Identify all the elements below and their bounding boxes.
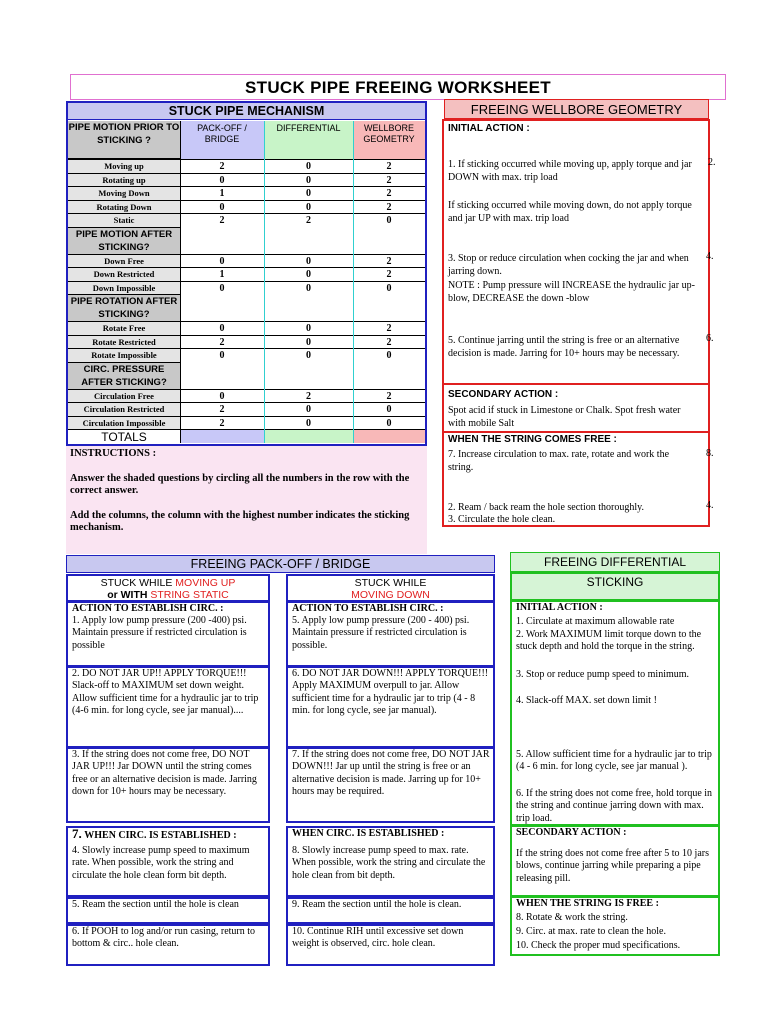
value-differential: 0 (264, 402, 353, 416)
packoff-step-1: 1. Apply low pump pressure (200 -400) psi. Maintain pressure if restricted circulation is possible (72, 615, 247, 651)
packoff-right-step7-box (286, 747, 495, 823)
wellbore-note: NOTE : Pump pressure will INCREASE the hydraulic jar up-blow, DECREASE the down -blow (448, 280, 695, 305)
title-text: STUCK WHILE (100, 577, 176, 589)
wellbore-free-step-3: 3. Circulate the hole clean. (448, 514, 556, 525)
margin-mark: 4. (706, 500, 714, 511)
packoff-step-6-right: 6. DO NOT JAR DOWN!!! APPLY TORQUE!!! Apply MAXIMUM overpull to jar. Allow sufficient time for a hydraulic jar to trip (4 - 8 min. for long cycle, see jar manual). (292, 668, 489, 716)
value-wellbore: 0 (353, 281, 425, 295)
value-wellbore: 2 (353, 267, 425, 281)
total-packoff (180, 429, 264, 443)
packoff-step-7-right: 7. If the string does not come free, DO NOT JAR DOWN!!! Jar up until the string is free or an alternative decision is made. Jarring up for 10+ hours may be required. (292, 749, 490, 797)
value-wellbore: 0 (353, 416, 425, 430)
packoff-step-5: 5. Ream the section until the hole is clean (72, 899, 239, 910)
value-differential: 0 (264, 416, 353, 430)
wellbore-step-5: 5. Continue jarring until the string is free or an alternative decision is made. Jarring for 10+ hours may be necessary. (448, 335, 680, 360)
value-packoff: 0 (180, 348, 264, 362)
value-packoff: 1 (180, 186, 264, 200)
totals-label: TOTALS (68, 429, 180, 443)
wellbore-free-heading: WHEN THE STRING COMES FREE : (448, 434, 617, 445)
value-packoff: 2 (180, 402, 264, 416)
value-wellbore: 2 (353, 389, 425, 403)
value-wellbore: 0 (353, 348, 425, 362)
value-wellbore: 2 (353, 254, 425, 268)
packoff-left-title (66, 574, 270, 602)
differential-initial-heading: INITIAL ACTION : (516, 602, 603, 613)
value-packoff: 2 (180, 335, 264, 349)
establish-heading: ACTION TO ESTABLISH CIRC. : (292, 603, 444, 614)
value-wellbore: 0 (353, 402, 425, 416)
packoff-right-step6-box (286, 666, 495, 748)
column-header-differential: DIFFERENTIAL (264, 121, 353, 159)
row-label: Rotating Down (68, 200, 180, 214)
value-packoff: 0 (180, 200, 264, 214)
wellbore-geometry-box (442, 119, 710, 527)
packoff-right-circ-box (286, 826, 495, 897)
margin-mark: 6. (706, 333, 714, 344)
packoff-left-step5-box (66, 897, 270, 924)
row-label: Static (68, 213, 180, 227)
differential-step-1: 1. Circulate at maximum allowable rate (516, 616, 675, 627)
wellbore-geometry-header: FREEING WELLBORE GEOMETRY (444, 99, 709, 119)
value-differential: 0 (264, 348, 353, 362)
packoff-step-8-right: 8. Slowly increase pump speed to max. rate. When possible, work the string and circulate the hole clean from bit depth. (292, 845, 486, 881)
differential-step-6: 6. If the string does not come free, hold torque in the string and continue jarring down with max. trip load. (516, 788, 713, 824)
value-differential: 0 (264, 335, 353, 349)
page-title: STUCK PIPE FREEING WORKSHEET (70, 74, 726, 100)
value-wellbore: 2 (353, 321, 425, 335)
wellbore-step-3: 3. Stop or reduce circulation when cocking the jar and when jarring down. (448, 253, 689, 278)
wellbore-secondary-text: Spot acid if stuck in Limestone or Chalk. Spot fresh water with mobile Salt (448, 405, 681, 430)
differential-header: FREEING DIFFERENTIAL (510, 552, 720, 572)
row-label: Rotate Restricted (68, 335, 180, 349)
packoff-step-6: 6. If POOH to log and/or run casing, return to bottom & circ.. hole clean. (72, 926, 256, 950)
column-header-packoff: PACK-OFF / BRIDGE (180, 121, 264, 159)
value-differential: 0 (264, 200, 353, 214)
column-divider (353, 121, 354, 443)
value-differential: 0 (264, 254, 353, 268)
value-wellbore: 2 (353, 186, 425, 200)
differential-step-2: 2. Work MAXIMUM limit torque down to the stuck depth and hold the torque in the string. (516, 629, 702, 653)
value-packoff: 2 (180, 159, 264, 173)
stuck-pipe-mechanism-table (66, 101, 427, 446)
wellbore-free-step-7: 7. Increase circulation to max. rate, rotate and work the string. (448, 449, 670, 474)
differential-step-4: 4. Slack-off MAX. set down limit ! (516, 695, 657, 706)
value-differential: 0 (264, 173, 353, 187)
column-header-wellbore: WELLBORE GEOMETRY (353, 121, 425, 159)
value-packoff: 0 (180, 389, 264, 403)
packoff-step-9-right: 9. Ream the section until the hole is clean. (292, 899, 462, 910)
group-label: PIPE MOTION PRIOR TO STICKING ? (68, 121, 180, 159)
row-label: Rotating up (68, 173, 180, 187)
differential-free-heading: WHEN THE STRING IS FREE : (516, 898, 659, 909)
group-label: PIPE MOTION AFTER STICKING? (68, 227, 180, 254)
packoff-left-step6-box (66, 924, 270, 966)
wellbore-secondary-heading: SECONDARY ACTION : (448, 389, 559, 400)
packoff-right-title (286, 574, 495, 602)
row-label: Moving up (68, 159, 180, 173)
value-wellbore: 0 (353, 213, 425, 227)
instructions-paragraph-1: Answer the shaded questions by circling all the numbers in the row with the correct answer. (70, 472, 410, 496)
packoff-header: FREEING PACK-OFF / BRIDGE (66, 555, 495, 573)
wellbore-free-step-2: 2. Ream / back ream the hole section thoroughly. (448, 502, 644, 513)
value-packoff: 0 (180, 173, 264, 187)
value-differential: 0 (264, 186, 353, 200)
packoff-step-5-right: 5. Apply low pump pressure (200 - 400) psi. Maintain pressure if restricted circulation is possible. (292, 615, 470, 651)
differential-secondary-heading: SECONDARY ACTION : (516, 827, 627, 838)
row-label: Circulation Restricted (68, 402, 180, 416)
title-text: or (107, 589, 121, 601)
differential-subheader: STICKING (510, 572, 720, 601)
value-packoff: 2 (180, 416, 264, 430)
differential-secondary-text: If the string does not come free after 5 to 10 jars blows, continue jarring while preparing a pipe releasing pill. (516, 848, 709, 884)
packoff-right-establish (286, 601, 495, 667)
packoff-step-10-right: 10. Continue RIH until excessive set down weight is observed, circ. hole clean. (292, 926, 464, 950)
row-label: Down Free (68, 254, 180, 268)
packoff-step-2: 2. DO NOT JAR UP!! APPLY TORQUE!!! Slack-off to MAXIMUM set down weight. Allow sufficient time for a hydraulic jar to trip (4-6 min. for long cycle, see jar manual).... (72, 668, 259, 716)
differential-step-5: 5. Allow sufficient time for a hydraulic jar to trip (4 - 6 min. for long cycle, see jar manual ). (516, 749, 712, 773)
differential-free-box (510, 896, 720, 956)
differential-free-step-8: 8. Rotate & work the string. (516, 912, 628, 923)
wellbore-divider-1 (444, 383, 708, 385)
value-packoff: 1 (180, 267, 264, 281)
title-text: MOVING UP (175, 577, 236, 589)
margin-mark: 2. (708, 157, 716, 168)
differential-step-3: 3. Stop or reduce pump speed to minimum. (516, 669, 690, 680)
title-text: WITH (120, 589, 151, 601)
wellbore-step-1: 1. If sticking occurred while moving up, apply torque and jar DOWN with max. trip load (448, 159, 692, 184)
value-wellbore: 2 (353, 200, 425, 214)
value-wellbore: 2 (353, 173, 425, 187)
value-packoff: 0 (180, 254, 264, 268)
value-differential: 0 (264, 159, 353, 173)
column-divider (180, 121, 181, 443)
total-differential (264, 429, 353, 443)
title-text: MOVING DOWN (351, 589, 430, 601)
value-packoff: 2 (180, 213, 264, 227)
value-differential: 0 (264, 281, 353, 295)
group-label: CIRC. PRESSURE AFTER STICKING? (68, 362, 180, 389)
circ-heading: WHEN CIRC. IS ESTABLISHED : (292, 828, 445, 839)
circ-number: 7. (72, 826, 82, 841)
wellbore-step-1b: If sticking occurred while moving down, do not apply torque and jar UP with max. trip load (448, 200, 692, 225)
instructions-paragraph-2: Add the columns, the column with the highest number indicates the sticking mechanism. (70, 509, 410, 533)
title-text: STUCK WHILE (354, 577, 427, 589)
margin-mark: 4. (706, 251, 714, 262)
total-wellbore (353, 429, 425, 443)
value-differential: 2 (264, 389, 353, 403)
packoff-right-step10-box (286, 924, 495, 966)
differential-initial-box (510, 600, 720, 826)
title-text: STRING STATIC (150, 589, 229, 601)
row-label: Circulation Impossible (68, 416, 180, 430)
packoff-left-step2-box (66, 666, 270, 748)
packoff-step-4: 4. Slowly increase pump speed to maximum rate. When possible, work the string and circulate the hole clean form bit depth. (72, 845, 250, 881)
wellbore-initial-heading: INITIAL ACTION : (448, 123, 530, 134)
value-differential: 0 (264, 267, 353, 281)
differential-free-step-9: 9. Circ. at max. rate to clean the hole. (516, 926, 666, 937)
row-label: Circulation Free (68, 389, 180, 403)
value-packoff: 0 (180, 321, 264, 335)
packoff-left-step3-box (66, 747, 270, 823)
instructions-box (66, 446, 427, 554)
row-label: Moving Down (68, 186, 180, 200)
column-divider (264, 121, 265, 443)
row-label: Rotate Free (68, 321, 180, 335)
packoff-left-establish (66, 601, 270, 667)
instructions-heading: INSTRUCTIONS : (70, 448, 157, 459)
differential-free-step-10: 10. Check the proper mud specifications. (516, 940, 681, 951)
row-label: Rotate Impossible (68, 348, 180, 362)
group-label: PIPE ROTATION AFTER STICKING? (68, 294, 180, 321)
circ-heading: WHEN CIRC. IS ESTABLISHED : (84, 830, 237, 841)
packoff-step-3: 3. If the string does not come free, DO NOT JAR UP!!! Jar DOWN until the string comes free or an alternative decision is made. Jarring down for 10+ hours may be necessary. (72, 749, 257, 797)
value-packoff: 0 (180, 281, 264, 295)
mechanism-header: STUCK PIPE MECHANISM (68, 103, 425, 120)
value-differential: 2 (264, 213, 353, 227)
packoff-left-circ-box (66, 826, 270, 897)
packoff-right-step9-box (286, 897, 495, 924)
row-label: Down Impossible (68, 281, 180, 295)
differential-secondary-box (510, 825, 720, 897)
value-differential: 0 (264, 321, 353, 335)
margin-mark: 8. (706, 448, 714, 459)
value-wellbore: 2 (353, 335, 425, 349)
value-wellbore: 2 (353, 159, 425, 173)
establish-heading: ACTION TO ESTABLISH CIRC. : (72, 603, 224, 614)
row-label: Down Restricted (68, 267, 180, 281)
